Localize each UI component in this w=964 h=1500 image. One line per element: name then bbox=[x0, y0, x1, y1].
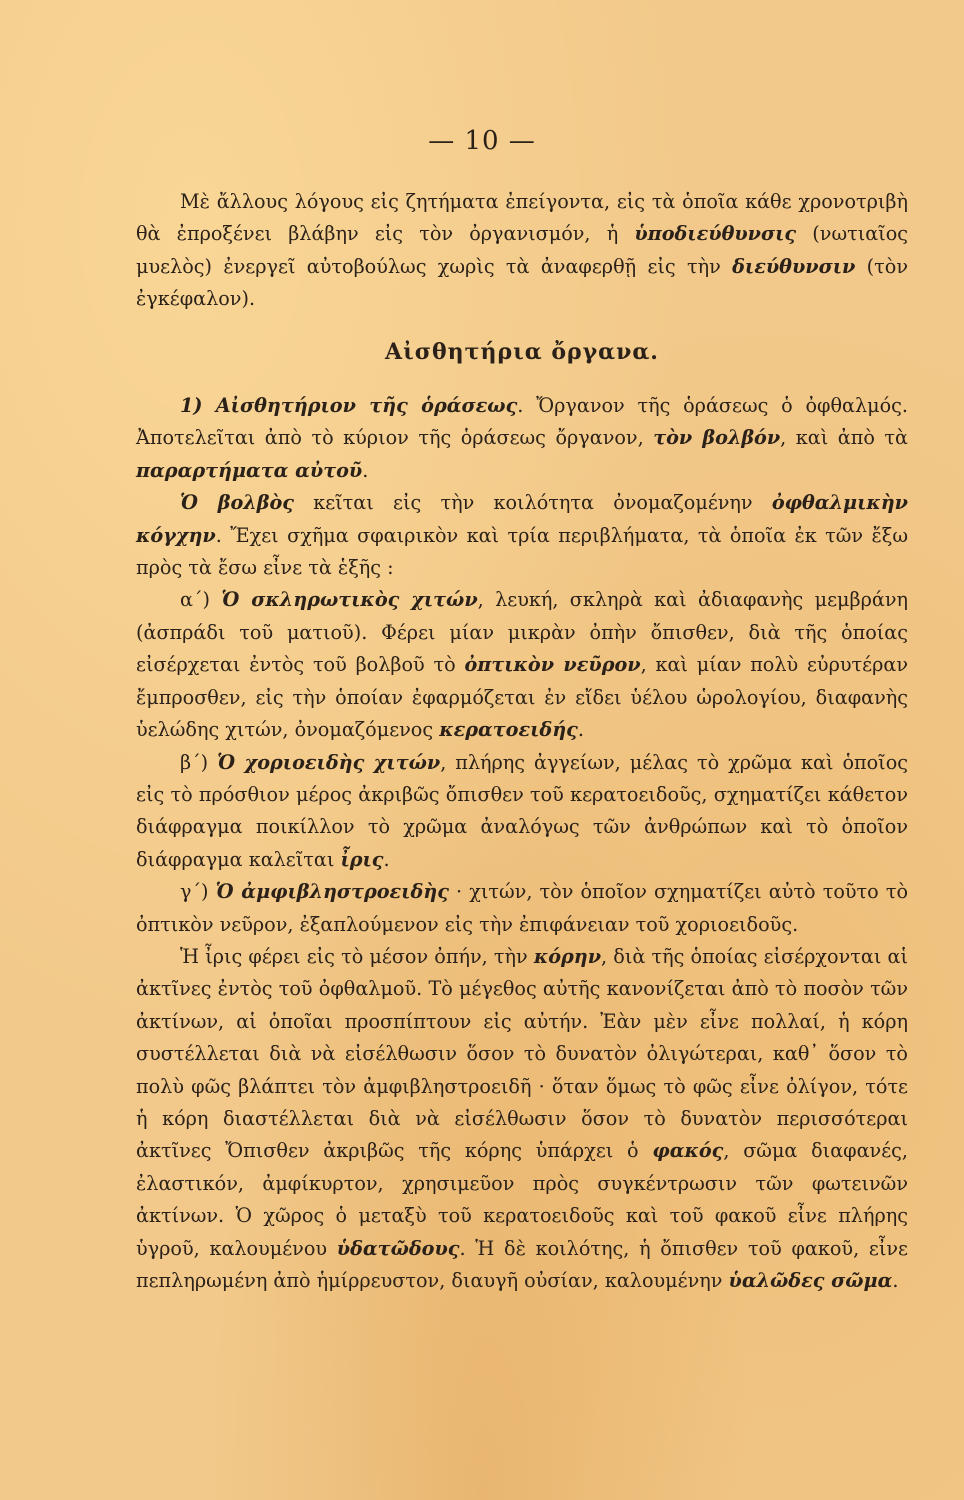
text-run: (νωτιαῖος μυελὸς) ἐνεργεῖ αὐτοβούλως χωρὶς τὰ ἀναφερθῇ εἰς τὴν bbox=[136, 222, 909, 278]
paragraph-eyeball bbox=[136, 487, 908, 584]
paragraph-choroid bbox=[136, 747, 908, 877]
emphasized-term: ὑποδιεύθυνσις bbox=[634, 222, 797, 246]
text-run: , λευκή, σκληρὰ καὶ ἀδιαφανὴς μεμβράνη (ἀσπράδι τοῦ ματιοῦ). Φέρει μίαν μικρὰν ὀπὴν ὄπισθεν, διὰ τῆς ὁποίας εἰσέρχεται ἐντὸς τοῦ βολβοῦ τὸ bbox=[136, 588, 909, 677]
paragraph-retina bbox=[136, 876, 908, 941]
text-run: , καὶ ἀπὸ τὰ bbox=[780, 426, 908, 450]
text-run: . Ἡ δὲ κοιλότης, ἡ ὄπισθεν τοῦ φακοῦ, εἶνε πεπληρωμένη ἀπὸ ἡμίρρευστον, διαυγῆ οὐσίαν, καλουμένην bbox=[136, 1236, 908, 1292]
text-run: . bbox=[383, 847, 390, 871]
emphasized-term: κόρην bbox=[533, 944, 602, 968]
text-run: . bbox=[362, 458, 369, 482]
emphasized-term: Ὁ ἀμφιβληστροειδὴς bbox=[215, 880, 449, 904]
text-run: , πλήρης ἀγγείων, μέλας τὸ χρῶμα καὶ ὁποῖος εἰς τὸ πρόσθιον μέρος ἀκριβῶς ὄπισθεν τοῦ κερατοειδοῦς, σχηματίζει κάθετον διάφραγμα ποικίλλον τὸ χρῶμα ἀναλόγως τῶν ἀνθρώπων καὶ τὸ ὁποῖον διάφραγμα καλεῖται bbox=[136, 750, 908, 871]
emphasized-term: τὸν βολβόν bbox=[653, 426, 781, 450]
emphasized-term: ὀπτικὸν νεῦρον bbox=[464, 653, 641, 677]
text-run: , σῶμα διαφανές, ἐλαστικόν, ἀμφίκυρτον, χρησιμεῦον πρὸς συγκέντρωσιν τῶν φωτεινῶν ἀκτίνων. Ὁ χῶρος ὁ μεταξὺ τοῦ κερατοειδοῦς καὶ τοῦ φακοῦ εἶνε πλήρης ὑγροῦ, καλουμένου bbox=[136, 1139, 908, 1260]
text-run: κεῖται εἰς τὴν κοιλότητα ὀνομαζομένην bbox=[293, 491, 772, 515]
paragraph-intro bbox=[136, 186, 908, 316]
text-run: γ΄) bbox=[180, 880, 216, 904]
text-run: Μὲ ἄλλους λόγους εἰς ζητήματα ἐπείγοντα, εἰς τὰ ὁποῖα κάθε χρονοτριβὴ θὰ ἐπροξένει βλάβην εἰς τὸν ὀργανισμόν, ἡ bbox=[136, 190, 908, 246]
text-run: , διὰ τῆς ὁποίας εἰσέρχονται αἱ ἀκτῖνες ἐντὸς τοῦ ὀφθαλμοῦ. Τὸ μέγεθος αὐτῆς κανονίζεται ἀπὸ τὸ ποσὸν τῶν ἀκτίνων, αἱ ὁποῖαι προσπίπτουν εἰς αὐτήν. Ἐὰν μὲν εἶνε πολλαί, ἡ κόρη συστέλλεται διὰ νὰ εἰσέλθωσιν ὅσον τὸ δυνατὸν ὀλιγώτεραι, καθ᾽ ὅσον τὸ πολὺ φῶς βλάπτει τὸν ἀμφιβληστροειδῆ · ὅταν ὅμως τὸ φῶς εἶνε ὀλίγον, τότε ἡ κόρη διαστέλλεται διὰ νὰ εἰσέλθωσιν ὅσον τὸ δυνατὸν περισσότεραι ἀκτῖνες Ὄπισθεν ἀκριβῶς τῆς κόρης ὑπάρχει ὁ bbox=[136, 944, 908, 1163]
text-run: · χιτών, τὸν ὁποῖον σχηματίζει αὐτὸ τοῦτο τὸ ὀπτικὸν νεῦρον, ἐξαπλούμενον εἰς τὴν ἐπιφάνειαν τοῦ χοριοειδοῦς. bbox=[136, 880, 908, 936]
emphasized-term: διεύθυνσιν bbox=[732, 254, 856, 278]
page-number: — 10 — bbox=[428, 126, 536, 156]
emphasized-term: 1) Αἰσθητήριον τῆς ὁράσεως bbox=[180, 394, 518, 418]
paragraph-sclera bbox=[136, 584, 908, 746]
text-run: . bbox=[577, 718, 584, 742]
body-text bbox=[136, 186, 908, 1297]
emphasized-term: ὑαλῶδες σῶμα bbox=[728, 1269, 893, 1292]
text-run: . bbox=[892, 1269, 899, 1292]
emphasized-term: ἶρις bbox=[340, 847, 384, 871]
emphasized-term: παραρτήματα αὐτοῦ bbox=[136, 458, 363, 482]
emphasized-term: κερατοειδής bbox=[439, 718, 578, 742]
text-run: β΄) bbox=[180, 750, 218, 774]
emphasized-term: ὑδατῶδους bbox=[336, 1236, 460, 1260]
text-run: α΄) bbox=[180, 588, 222, 612]
emphasized-term: φακός bbox=[652, 1139, 724, 1163]
emphasized-term: ὀφθαλμικὴν κόγχην bbox=[136, 491, 908, 547]
paragraph-iris-pupil bbox=[136, 941, 908, 1297]
text-run: . Ὄργανον τῆς ὁράσεως ὁ ὀφθαλμός. Ἀποτελεῖται ἀπὸ τὸ κύριον τῆς ὁράσεως ὄργανον, bbox=[136, 394, 908, 450]
emphasized-term: Ὁ βολβὸς bbox=[180, 491, 294, 515]
section-heading: Αἰσθητήρια ὄργανα. bbox=[385, 338, 659, 365]
text-run: (τὸν ἐγκέφαλον). bbox=[136, 254, 908, 311]
text-run: Ἡ ἶρις φέρει εἰς τὸ μέσον ὀπήν, τὴν bbox=[180, 944, 534, 968]
emphasized-term: Ὁ χοριοειδὴς χιτών bbox=[217, 750, 441, 774]
text-run: , καὶ μίαν πολὺ εὐρυτέραν ἔμπροσθεν, εἰς τὴν ὁποίαν ἐφαρμόζεται ἐν εἴδει ὑέλου ὡρολογίου, διαφανὴς ὑελώδης χιτών, ὀνομαζόμενος bbox=[136, 653, 908, 742]
emphasized-term: Ὁ σκληρωτικὸς χιτών bbox=[221, 588, 478, 612]
text-run: . Ἔχει σχῆμα σφαιρικὸν καὶ τρία περιβλήματα, τὰ ὁποῖα ἐκ τῶν ἔξω πρὸς τὰ ἔσω εἶνε τὰ ἑξῆς : bbox=[136, 523, 908, 580]
paragraph-vision-organ bbox=[136, 390, 908, 487]
